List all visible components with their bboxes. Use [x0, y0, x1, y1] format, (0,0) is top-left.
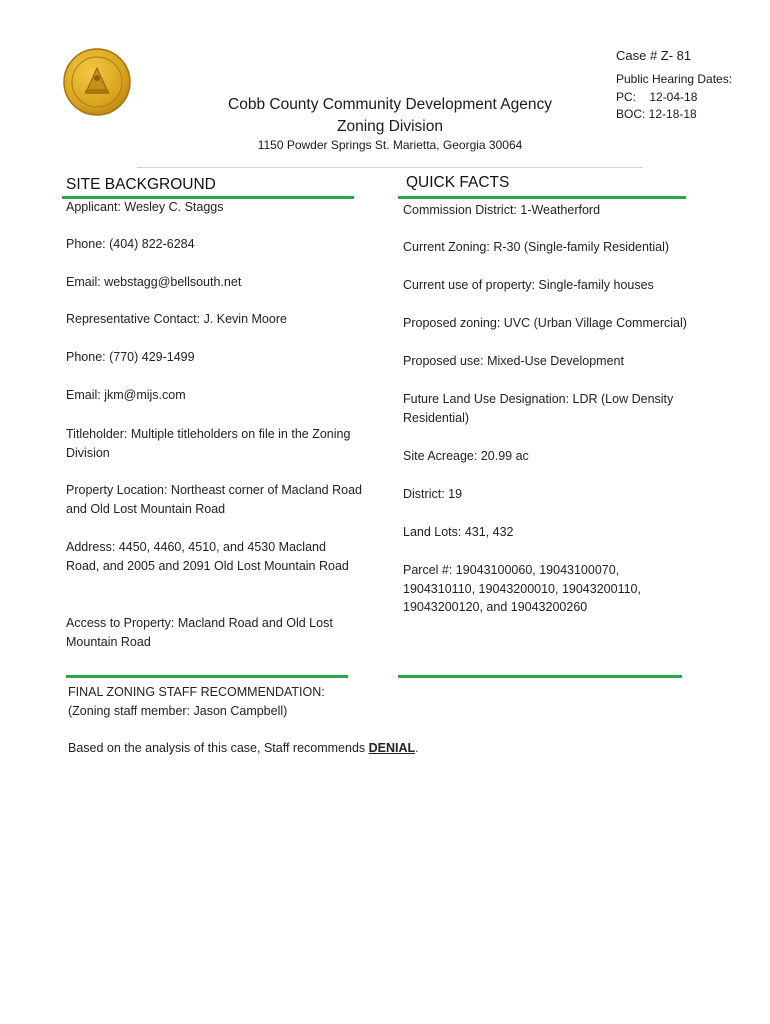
case-number: Case # Z- 81 [616, 48, 692, 63]
hearing-dates [616, 71, 732, 124]
recommendation-text: Based on the analysis of this case, Staff recommends [68, 741, 369, 755]
applicant-phone-field: Phone: (404) 822-6284 [66, 237, 195, 251]
district-field: District: 19 [403, 487, 463, 501]
recommendation-block [68, 683, 468, 720]
quick-facts-rule [398, 196, 686, 199]
proposed-use-field: Proposed use: Mixed-Use Development [403, 354, 624, 368]
division-name: Zoning Division [337, 118, 443, 135]
recommendation-staff: (Zoning staff member: Jason Campbell) [68, 703, 288, 718]
hearing-dates-title: Public Hearing Dates: [616, 72, 733, 86]
site-acreage-field: Site Acreage: 20.99 ac [403, 449, 529, 463]
site-background-title: SITE BACKGROUND [66, 176, 216, 193]
site-background-bottom-rule [66, 675, 348, 678]
parcel-number-field: Parcel #: 19043100060, 19043100070, 1904310110, 19043200010, 19043200110, 19043200120, and 19043200260 [403, 563, 641, 614]
land-lots-field: Land Lots: 431, 432 [403, 525, 514, 539]
applicant-email-field: Email: webstagg@bellsouth.net [66, 275, 242, 289]
recommendation-statement [68, 739, 568, 758]
future-land-use-field: Future Land Use Designation: LDR (Low Density Residential) [403, 392, 674, 425]
property-access-field: Access to Property: Macland Road and Old Lost Mountain Road [66, 616, 333, 649]
current-use-field: Current use of property: Single-family houses [403, 278, 654, 292]
property-address-field: Address: 4450, 4460, 4510, and 4530 Macland Road, and 2005 and 2091 Old Lost Mountain Road [66, 540, 349, 573]
representative-email-field: Email: jkm@mijs.com [66, 388, 186, 402]
agency-address: 1150 Powder Springs St. Marietta, Georgia 30064 [257, 138, 523, 152]
titleholder-field: Titleholder: Multiple titleholders on file in the Zoning Division [66, 427, 351, 460]
hearing-date-boc: BOC: 12-18-18 [616, 107, 697, 121]
agency-heading [200, 94, 580, 138]
representative-field: Representative Contact: J. Kevin Moore [66, 312, 287, 326]
quick-facts-title: QUICK FACTS [406, 174, 510, 191]
header-divider [137, 167, 643, 168]
representative-phone-field: Phone: (770) 429-1499 [66, 350, 195, 364]
county-seal-icon [63, 48, 131, 116]
commission-district-field: Commission District: 1-Weatherford [403, 203, 601, 217]
quick-facts-bottom-rule [398, 675, 682, 678]
recommendation-decision: DENIAL [368, 741, 416, 755]
current-zoning-field: Current Zoning: R-30 (Single-family Residential) [403, 240, 670, 254]
recommendation-title: FINAL ZONING STAFF RECOMMENDATION: [68, 685, 325, 699]
hearing-date-pc: PC: 12-04-18 [616, 89, 698, 104]
agency-name: Cobb County Community Development Agency [228, 96, 552, 113]
property-location-field: Property Location: Northeast corner of Macland Road and Old Lost Mountain Road [66, 483, 362, 516]
applicant-field: Applicant: Wesley C. Staggs [66, 200, 224, 214]
recommendation-end: . [415, 741, 419, 755]
proposed-zoning-field: Proposed zoning: UVC (Urban Village Commercial) [403, 316, 687, 330]
